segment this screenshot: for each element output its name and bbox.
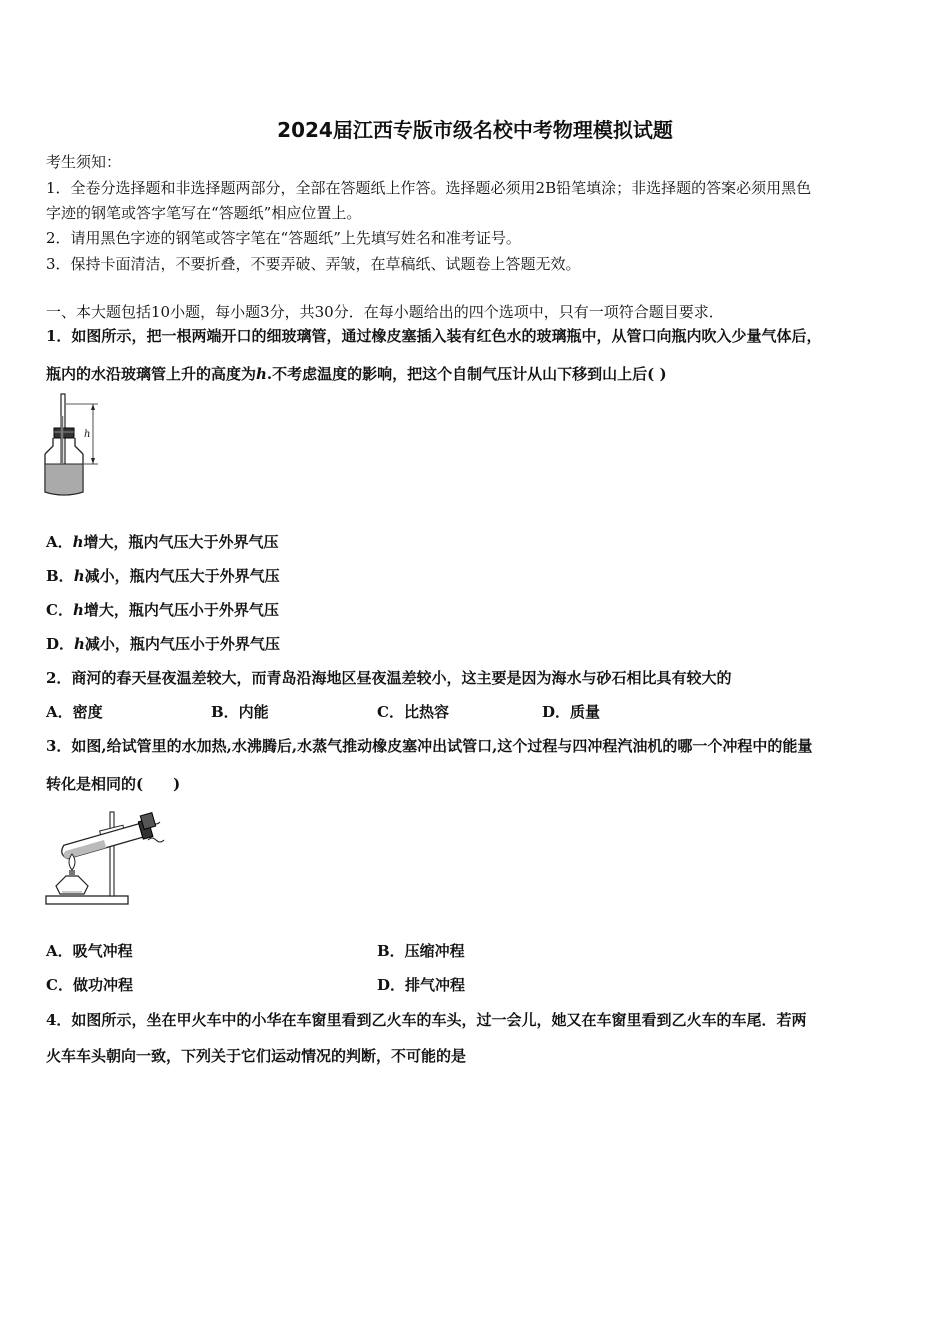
q3-option-b[interactable]: B．压缩冲程 xyxy=(377,942,465,960)
q1-option-c[interactable]: C．h增大，瓶内气压小于外界气压 xyxy=(46,601,279,619)
page-title: 2024届江西专版市级名校中考物理模拟试题 xyxy=(277,118,673,142)
notice-heading: 考生须知： xyxy=(46,153,122,171)
section-heading: 一、本大题包括10小题，每小题3分，共30分．在每小题给出的四个选项中，只有一项符合题目要求． xyxy=(46,303,724,321)
q2-option-c[interactable]: C．比热容 xyxy=(377,703,449,721)
q3-stem-line2: 转化是相同的( ) xyxy=(46,775,181,793)
q1-option-d[interactable]: D．h减小，瓶内气压小于外界气压 xyxy=(46,635,280,653)
q2-option-b[interactable]: B．内能 xyxy=(211,703,269,721)
q2-option-d[interactable]: D．质量 xyxy=(542,703,601,721)
q1-stem-line2: 瓶内的水沿玻璃管上升的高度为h.不考虑温度的影响，把这个自制气压计从山下移到山上后( ) xyxy=(46,365,667,383)
notice-item: 3．保持卡面清洁，不要折叠，不要弄破、弄皱，在草稿纸、试题卷上答题无效。 xyxy=(46,255,581,273)
q4-stem-line1: 4．如图所示，坐在甲火车中的小华在车窗里看到乙火车的车头，过一会儿，她又在车窗里看到乙火车的车尾．若两 xyxy=(46,1011,807,1029)
q3-option-d[interactable]: D．排气冲程 xyxy=(377,976,466,994)
q3-stem-line1: 3．如图,给试管里的水加热,水沸腾后,水蒸气推动橡皮塞冲出试管口,这个过程与四冲程汽油机的哪一个冲程中的能量 xyxy=(46,737,813,755)
notice-item: 2．请用黑色字迹的钢笔或答字笔在“答题纸”上先填写姓名和准考证号。 xyxy=(46,229,521,247)
q3-option-c[interactable]: C．做功冲程 xyxy=(46,976,133,994)
notice-item: 字迹的钢笔或答字笔写在“答题纸”相应位置上。 xyxy=(46,204,362,222)
q1-stem-line1: 1．如图所示，把一根两端开口的细玻璃管，通过橡皮塞插入装有红色水的玻璃瓶中，从管口向瓶内吹入少量气体后， xyxy=(46,327,822,345)
q2-option-a[interactable]: A．密度 xyxy=(46,703,103,721)
notice-item: 1．全卷分选择题和非选择题两部分，全部在答题纸上作答。选择题必须用2B铅笔填涂；非选择题的答案必须用黑色 xyxy=(46,179,812,197)
q1-option-a[interactable]: A．h增大，瓶内气压大于外界气压 xyxy=(46,533,279,551)
q1-barometer-figure xyxy=(40,392,102,498)
q4-stem-line2: 火车车头朝向一致，下列关于它们运动情况的判断，不可能的是 xyxy=(46,1047,467,1065)
q2-stem: 2．商河的春天昼夜温差较大，而青岛沿海地区昼夜温差较小，这主要是因为海水与砂石相比具有较大的 xyxy=(46,669,732,687)
q1-option-b[interactable]: B．h减小，瓶内气压大于外界气压 xyxy=(46,567,280,585)
q3-option-a[interactable]: A．吸气冲程 xyxy=(46,942,133,960)
q3-test-tube-figure xyxy=(44,802,166,906)
q1-figure-label: h xyxy=(84,429,91,440)
